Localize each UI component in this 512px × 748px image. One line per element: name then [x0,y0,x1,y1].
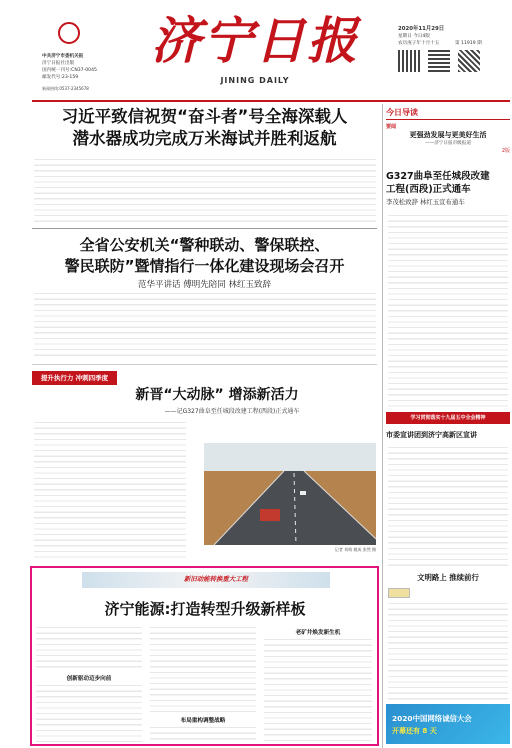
cn-number: 国内统一刊号:CN37-0045 [42,68,97,73]
photo-truck [260,509,280,521]
guide-tag: 要闻 [386,124,397,130]
civil-body-text [388,602,508,700]
g327-body-text [388,214,508,408]
g327-title-line-2: 工程(西段)正式通车 [386,184,471,195]
energy-body-col-2 [150,626,256,712]
lunar-date: 农历庚子年十月十五 [398,41,440,46]
feature-section [32,364,377,562]
story2-headline-line-1: 全省公安机关“警种联动、警保联控、 [79,236,330,254]
photo-sky [204,443,376,473]
g327-title-line-1: G327曲阜至任城段改建 [386,171,490,182]
propaganda-body-text [388,446,508,566]
guide-subline: ——济宁日报市级报道 [425,141,471,146]
publisher-line: 济宁日报社出版 [42,61,75,66]
propaganda-title: 市委宣讲团到济宁高新区宣讲 [386,431,477,439]
feature-body-text [34,421,186,559]
g327-subtitle: 李茂松致辞 林红玉宣布通车 [386,198,465,206]
news-hotline: 新闻热线:0537-2345678 [42,86,89,91]
ad-line-1: 2020中国网络诚信大会 [392,714,472,723]
story2-body-text [34,292,376,360]
lead-headline-line-2: 潜水器成功完成万米海试并胜利返航 [72,129,337,148]
feature-banner: 提升执行力 冲刺四季度 [32,371,117,385]
today-guide-label: 今日导读 [386,106,510,120]
highway-photo [204,443,376,545]
energy-title: 济宁能源:打造转型升级新样板 [104,600,306,618]
energy-section [30,566,379,746]
energy-body-col-3 [264,638,372,742]
postal-code: 邮发代号:23-159 [42,75,79,80]
lead-headline-line-1: 习近平致信祝贺“奋斗者”号全海深载人 [61,107,348,126]
energy-body-col-2b [150,726,256,742]
ad-banner [386,704,510,744]
civil-title: 文明路上 推续前行 [417,573,479,582]
energy-banner-text: 新旧动能转换重大工程 [184,575,248,583]
section-divider [32,228,377,229]
energy-section-head-3: 老矿井焕发新生机 [295,630,341,636]
feature-subtitle: ——记G327曲阜至任城段改建工程(西段)正式通车 [164,408,300,415]
g327-story [386,170,510,207]
qr-code [398,50,420,72]
masthead-divider [32,100,510,102]
story2-headline [32,235,377,292]
energy-section-head-2: 布局重构调整战略 [180,718,226,724]
story2-headline-line-2: 警民联防”暨情指行一体化建设现场会召开 [64,257,345,275]
feature-title: 新晋“大动脉” 增添新活力 [135,387,299,403]
sidebar-divider [382,104,383,748]
qr-code [458,50,480,72]
photo-caption: 记者 刘萌 姚成 张然 摄 [334,547,376,552]
newspaper-logo-seal [58,22,80,44]
sponsor-line: 中共济宁市委机关报 [42,54,84,59]
masthead [0,0,512,100]
guide-headline: 更强劲发展与更美好生活 [409,131,487,139]
civil-thumbnail [388,588,410,598]
weekday-issue: 星期日 今日4版 [398,34,430,39]
issue-number: 第 11919 期 [455,41,482,46]
guide-page-ref: 2版 [501,148,510,154]
study-banner: 学习贯彻落实十九届五中全会精神 [386,412,510,424]
masthead-title: 济宁日报 [151,11,359,70]
energy-section-head-1: 创新驱动迈步向前 [66,676,112,682]
photo-car [300,491,306,495]
ad-line-2: 开幕还有 8 天 [392,727,437,735]
masthead-title-en: JINING DAILY [220,76,290,85]
energy-body-col-1b [36,684,142,742]
today-guide [386,106,510,154]
story2-subtitle: 范华平讲话 傅明先陪同 林红玉致辞 [138,280,271,290]
qr-code [428,50,450,72]
energy-body-col-1 [36,626,142,670]
issue-date: 2020年11月29日 [398,26,445,32]
lead-headline [32,106,377,150]
civil-story [386,572,510,584]
lead-body-text [34,158,376,223]
